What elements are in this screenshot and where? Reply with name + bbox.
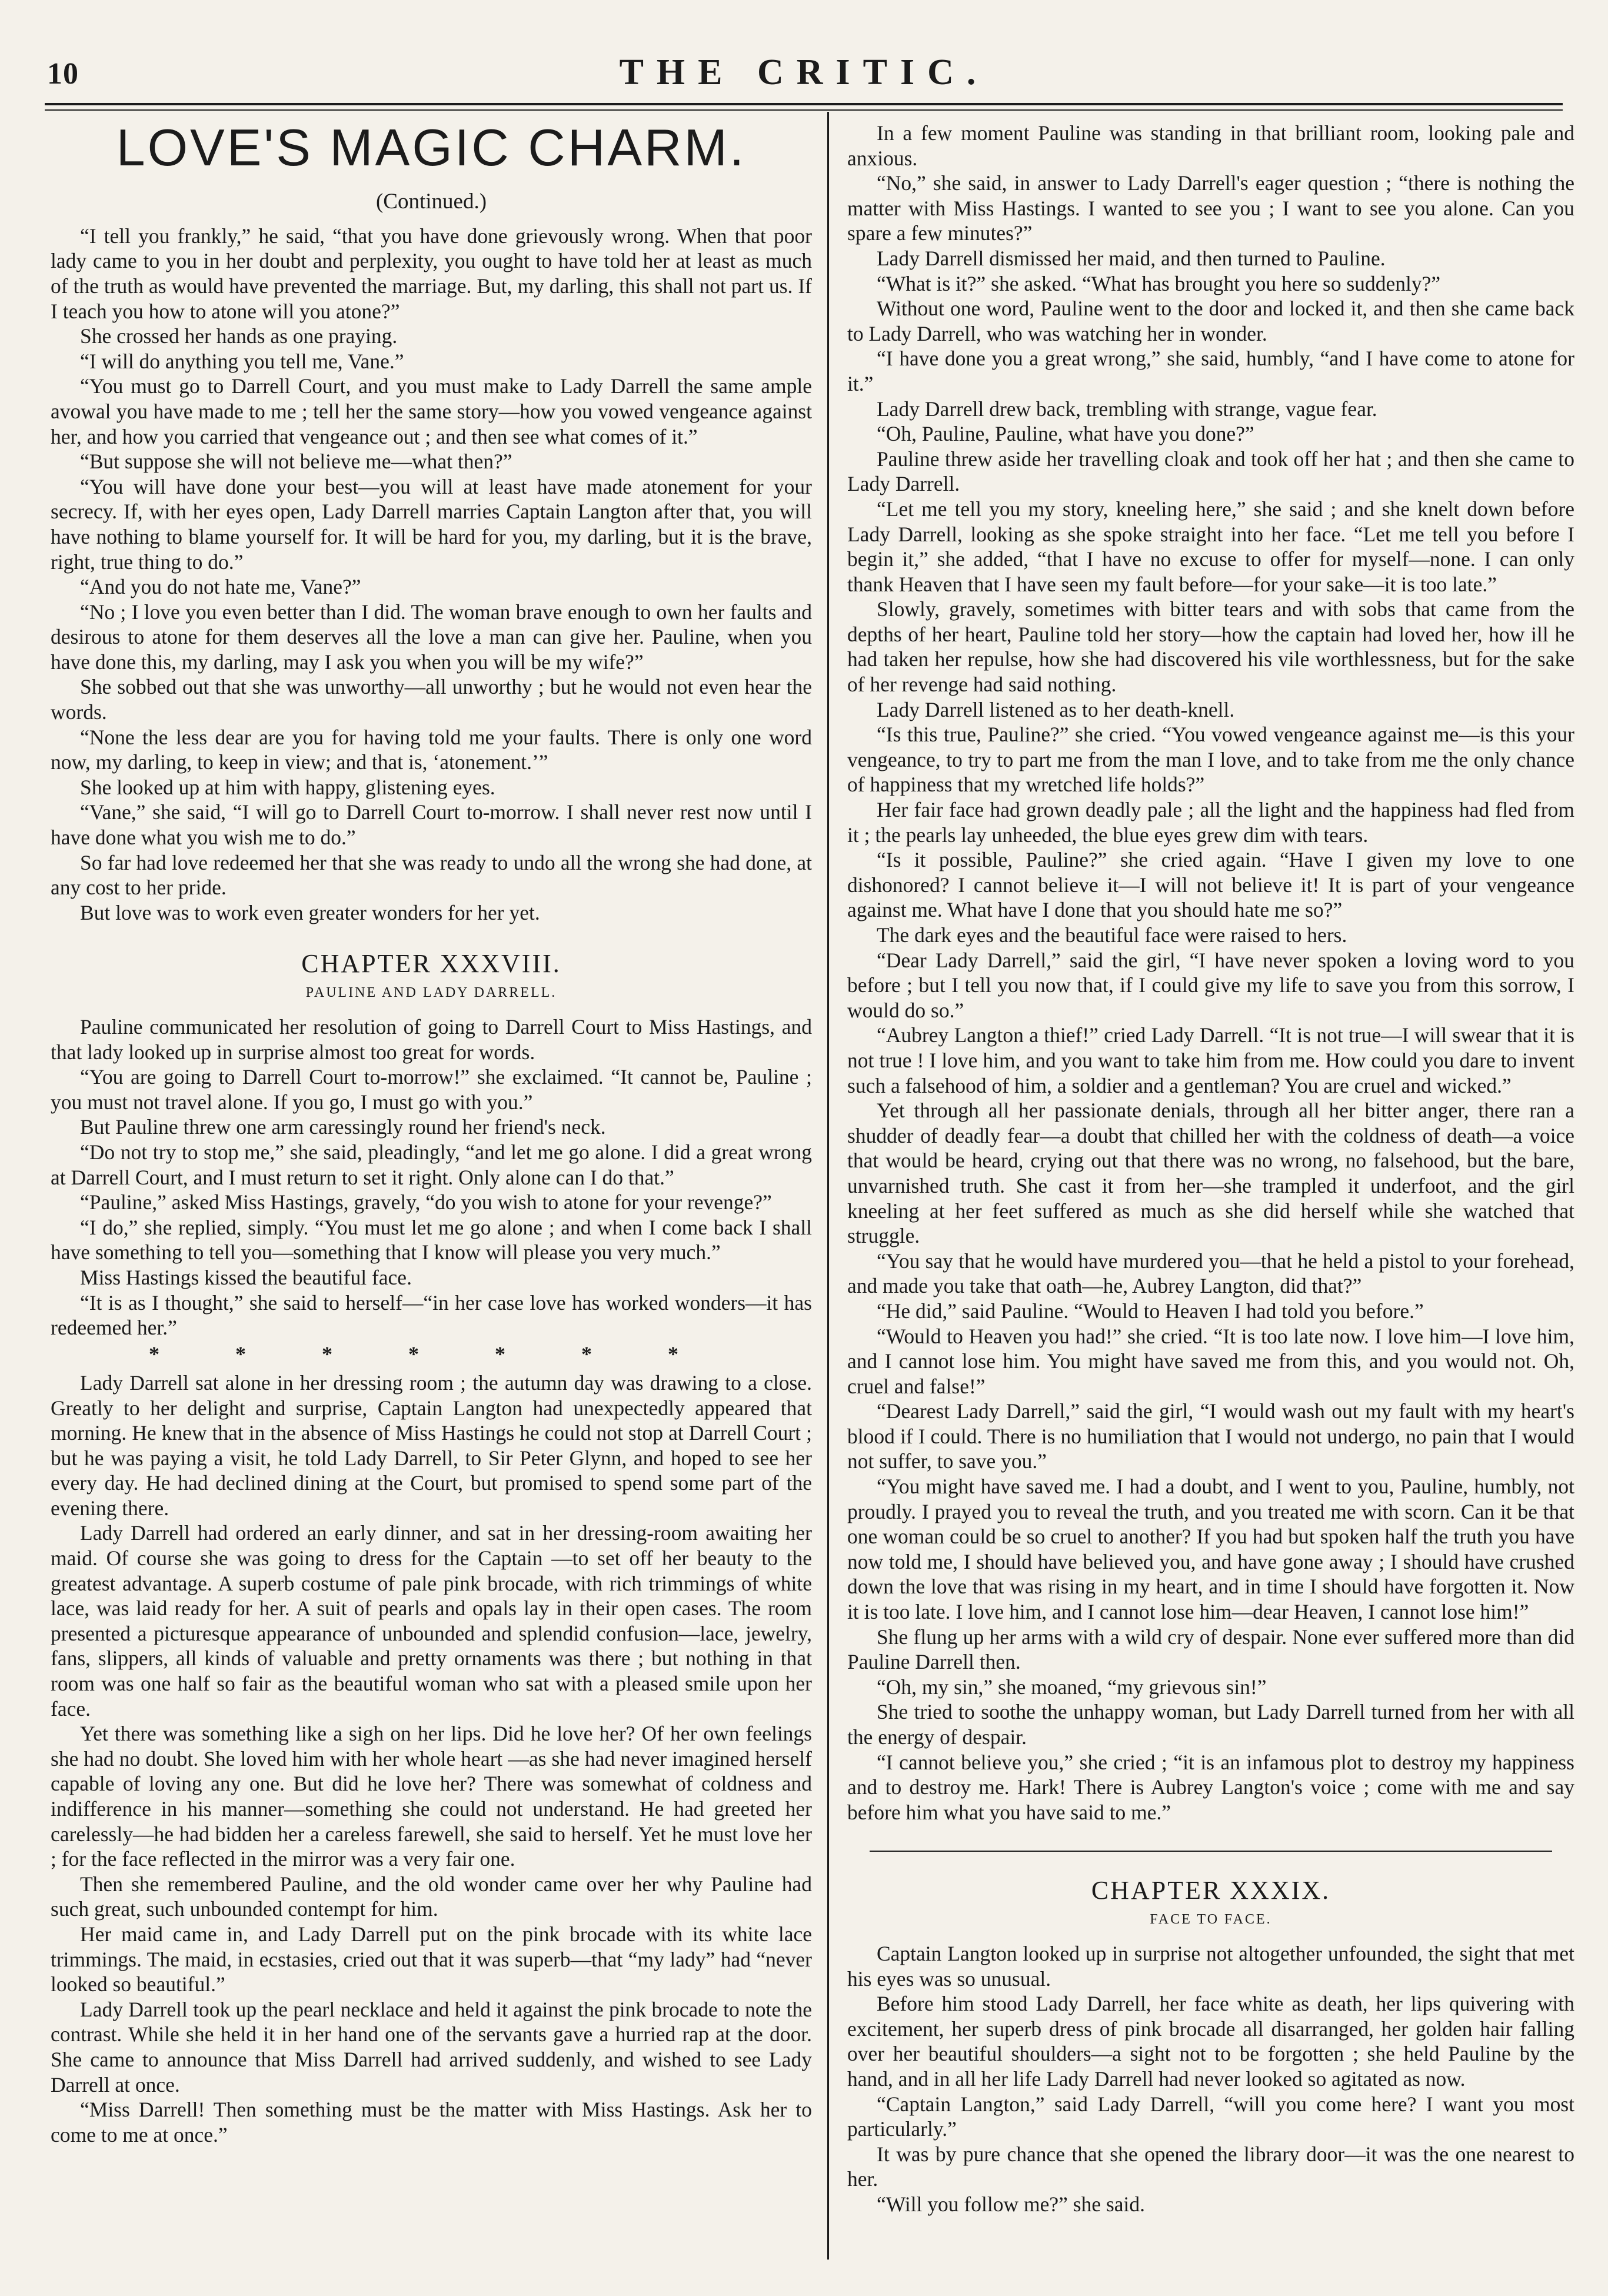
paragraph: Her maid came in, and Lady Darrell put on the pink brocade with its white lace trimmings. The maid, in ecstasies, cried out that it was superb—that “my lady” had “never looked so beautiful.” (51, 1922, 812, 1996)
paragraph: The dark eyes and the beautiful face were raised to hers. (877, 923, 1347, 947)
paragraph: “Oh, Pauline, Pauline, what have you done?” (877, 422, 1254, 446)
section-break-asterisks: * * * * * * * (149, 1342, 714, 1366)
paragraph: Miss Hastings kissed the beautiful face. (80, 1265, 412, 1289)
paragraph: “Dearest Lady Darrell,” said the girl, “I would wash out my fault with my heart's blood if I could. There is no humiliation that I would not undergo, no pain that I would not suffer, to save you.” (847, 1399, 1574, 1473)
column-divider (827, 112, 829, 2260)
paragraph: But love was to work even greater wonders for her yet. (80, 900, 540, 924)
paragraph: “You will have done your best—you will at least have made atonement for your secrecy. If, with her eyes open, Lady Darrell marries Captain Langton after that, you will have nothing to blame yourself for. It will be hard for you, my darling, but it is the brave, right, true thing to do.” (51, 474, 812, 574)
paragraph: It was by pure chance that she opened the library door—it was the one nearest to her. (847, 2142, 1574, 2191)
paragraph: “Captain Langton,” said Lady Darrell, “will you come here? I want you most particularly.” (847, 2092, 1574, 2141)
paragraph: “You are going to Darrell Court to-morrow!” she exclaimed. “It cannot be, Pauline ; you must not travel alone. If you go, I must go with you.” (51, 1065, 812, 1114)
story-title: LOVE'S MAGIC CHARM. (116, 121, 747, 177)
paragraph: So far had love redeemed her that she was ready to undo all the wrong she had done, at any cost to her pride. (51, 850, 812, 900)
right-column (847, 121, 1574, 2262)
paragraph: Slowly, gravely, sometimes with bitter tears and with sobs that came from the depths of her heart, Pauline told her story—how the captain had loved her, how ill he had taken her repulse, how she had discovered his vile worthlessness, but for the sake of her revenge had said nothing. (847, 597, 1574, 697)
paragraph: “What is it?” she asked. “What has brought you here so suddenly?” (877, 271, 1441, 295)
paragraph: She sobbed out that she was unworthy—all unworthy ; but he would not even hear the words. (51, 675, 812, 724)
story-intro (51, 224, 812, 926)
paragraph: Pauline communicated her resolution of going to Darrell Court to Miss Hastings, and that lady looked up in surprise almost too great for words. (51, 1015, 812, 1064)
paragraph: Pauline threw aside her travelling cloak and took off her hat ; and then she came to Lady Darrell. (847, 447, 1574, 496)
chapter-39-heading: CHAPTER XXXIX. (1091, 1876, 1331, 1905)
masthead-title: THE CRITIC. (619, 52, 989, 92)
paragraph: “Is it possible, Pauline?” she cried again. “Have I given my love to one dishonored? I cannot believe it—I will not believe it! It is part of your vengeance against me. What have I done that you should hate me so?” (847, 848, 1574, 922)
paragraph: “I will do anything you tell me, Vane.” (80, 349, 404, 373)
paragraph: Then she remembered Pauline, and the old wonder came over her why Pauline had such great, such unbounded contempt for him. (51, 1872, 812, 1921)
paragraph: She crossed her hands as one praying. (80, 324, 398, 348)
paragraph: “I have done you a great wrong,” she said, humbly, “and I have come to atone for it.” (847, 347, 1574, 395)
paragraph: “I cannot believe you,” she cried ; “it is an infamous plot to destroy my happiness and to destroy me. Hark! There is Aubrey Langton's voice ; come with me and say before him what you have said to me.” (847, 1750, 1574, 1824)
paragraph: “Dear Lady Darrell,” said the girl, “I have never spoken a loving word to you before ; but I tell you now that, if I could give my life to save you from this sorrow, I would do so.” (847, 948, 1574, 1022)
paragraph: “None the less dear are you for having told me your faults. There is only one word now, my darling, to keep in view; and that is, ‘atonement.’” (51, 725, 812, 774)
paragraph: Her fair face had grown deadly pale ; all the light and the happiness had fled from it ; the pearls lay unheeded, the blue eyes grew dim with tears. (847, 798, 1574, 847)
paragraph: She tried to soothe the unhappy woman, but Lady Darrell turned from her with all the energy of despair. (847, 1700, 1574, 1749)
paragraph: “Let me tell you my story, kneeling here,” she said ; and she knelt down before Lady Darrell, looking as she spoke straight into her face. “Let me tell you before I begin it,” she added, “that I have no excuse to offer for myself—none. I can only thank Heaven that I have seen my fault before—for your sake—it is too late.” (847, 497, 1574, 596)
paragraph: Lady Darrell listened as to her death-knell. (877, 697, 1235, 721)
paragraph: “Aubrey Langton a thief!” cried Lady Darrell. “It is not true—I will swear that it is not true ! I love him, and you want to take him from me. How could you dare to invent such a falsehood of him, a soldier and a gentleman? You are cruel and wicked.” (847, 1023, 1574, 1097)
paragraph: “Vane,” she said, “I will go to Darrell Court to-morrow. I shall never rest now until I have done what you wish me to do.” (51, 800, 812, 850)
paragraph: “No,” she said, in answer to Lady Darrell's eager question ; “there is nothing the matter with Miss Hastings. I wanted to see you ; I want to see you alone. Can you spare a few minutes?” (847, 171, 1574, 245)
paragraph: She flung up her arms with a wild cry of despair. None ever suffered more than did Pauline Darrell then. (847, 1625, 1574, 1674)
paragraph: Lady Darrell dismissed her maid, and then turned to Pauline. (877, 246, 1386, 270)
chapter-separator-rule (870, 1851, 1552, 1852)
paragraph: Before him stood Lady Darrell, her face white as death, her lips quivering with excitement, her superb dress of pink brocade all disarranged, her golden hair falling over her beautiful shoulders—a sight not to be forgotten ; she held Pauline by the hand, and in all her life Lady Darrell had never looked so agitated as now. (847, 1992, 1574, 2091)
header-rule (45, 103, 1563, 111)
paragraph: “Would to Heaven you had!” she cried. “It is too late now. I love him—I love him, and I cannot lose him. You might have saved me from this, and you would not. Oh, cruel and false!” (847, 1324, 1574, 1398)
paragraph: “Do not try to stop me,” she said, pleadingly, “and let me go alone. I did a great wrong at Darrell Court, and I must return to set it right. Only alone can I do that.” (51, 1140, 812, 1189)
paragraph: She looked up at him with happy, glistening eyes. (80, 775, 495, 799)
paragraph: “But suppose she will not believe me—what then?” (80, 450, 512, 474)
paragraph: Lady Darrell had ordered an early dinner, and sat in her dressing-room awaiting her maid. Of course she was going to dress for the Captain —to set off her beauty to the greatest advantage. A superb costume of pale pink brocade, with rich trimmings of white lace, was laid ready for her. A suit of pearls and opals lay in their open cases. The room presented a picturesque appearance of unbounded and splendid confusion—lace, jewelry, fans, slippers, all kinds of valuable and pretty ornaments was there ; but nothing in that room was one half so fair as the beautiful woman who sat with a pleased smile upon her face. (51, 1521, 812, 1721)
paragraph: “Is this true, Pauline?” she cried. “You vowed vengeance against me—is this your vengeance, to try to part me from the man I love, and to take from me the only chance of happiness that my wretched life holds?” (847, 723, 1574, 797)
chapter-39-subheading: FACE TO FACE. (1150, 1912, 1272, 1928)
paragraph: Lady Darrell sat alone in her dressing room ; the autumn day was drawing to a close. Greatly to her delight and surprise, Captain Langton had unexpectedly appeared that morning. He knew that in the absence of Miss Hastings he could not stop at Darrell Court ; but he was paying a visit, he told Lady Darrell, to Sir Peter Glynn, and hoped to see her every day. He had declined dining at the Court, but promised to spend some part of the evening there. (51, 1370, 812, 1520)
paragraph: “Oh, my sin,” she moaned, “my grievous sin!” (877, 1675, 1267, 1699)
paragraph: But Pauline threw one arm caressingly round her friend's neck. (80, 1115, 606, 1139)
paragraph: “You say that he would have murdered you—that he held a pistol to your forehead, and made you take that oath—he, Aubrey Langton, did that?” (847, 1249, 1574, 1298)
chapter-38-body-part-1 (51, 1014, 812, 1340)
paragraph: “You might have saved me. I had a doubt, and I went to you, Pauline, humbly, not proudly. I prayed you to reveal the truth, and you treated me with scorn. Can it be that one woman could be so cruel to another? If you had but spoken half the truth you have now told me, I should have believed you, and have gone away ; I should have crushed down the love that was rising in my heart, and in time I should have forgotten it. Now it is too late. I love him, and I cannot lose him—dear Heaven, I cannot lose him!” (847, 1475, 1574, 1624)
paragraph: Lady Darrell took up the pearl necklace and held it against the pink brocade to note the contrast. While she held it in her hand one of the servants gave a hurried rap at the door. She came to announce that Miss Darrell had arrived suddenly, and wished to see Lady Darrell at once. (51, 1997, 812, 2097)
paragraph: “I tell you frankly,” he said, “that you have done grievously wrong. When that poor lady came to you in her doubt and perplexity, you ought to have told her at least as much of the truth as would have prevented the marriage. But, my darling, this shall not part us. If I teach you how to atone will you atone?” (51, 224, 812, 323)
chapter-39-body (847, 1941, 1574, 2217)
paragraph: Yet through all her passionate denials, through all her bitter anger, there ran a shudder of deadly fear—a doubt that chilled her with the coldness of death—a voice that would be heard, crying out that there was no wrong, no falsehood, but the bare, unvarnished truth. She cast it from her—she trampled it underfoot, and the girl kneeling at her feet suffered as much as she did herself while she watched that struggle. (847, 1099, 1574, 1248)
paragraph: In a few moment Pauline was standing in that brilliant room, looking pale and anxious. (847, 121, 1574, 170)
paragraph: “No ; I love you even better than I did. The woman brave enough to own her faults and desirous to atone for them deserves all the love a man can give her. Pauline, when you have done this, my darling, may I ask you when you will be my wife?” (51, 600, 812, 674)
chapter-38-heading: CHAPTER XXXVIII. (301, 949, 561, 979)
page-number: 10 (47, 57, 79, 91)
paragraph: “Pauline,” asked Miss Hastings, gravely, “do you wish to atone for your revenge?” (80, 1190, 772, 1214)
paragraph: “And you do not hate me, Vane?” (80, 575, 361, 599)
paragraph: “He did,” said Pauline. “Would to Heaven I had told you before.” (877, 1299, 1424, 1323)
paragraph: Lady Darrell drew back, trembling with strange, vague fear. (877, 397, 1377, 421)
chapter-38-subheading: PAULINE AND LADY DARRELL. (305, 985, 557, 1001)
paragraph: “Will you follow me?” she said. (877, 2192, 1146, 2216)
chapter-38-body-part-2 (51, 1370, 812, 2147)
paragraph: “It is as I thought,” she said to herself—“in her case love has worked wonders—it has redeemed her.” (51, 1290, 812, 1340)
paragraph: “I do,” she replied, simply. “You must let me go alone ; and when I come back I shall have something to tell you—something that I know will please you very much.” (51, 1215, 812, 1265)
left-column (51, 121, 812, 2262)
chapter-38-continued-body (847, 121, 1574, 1825)
paragraph: “You must go to Darrell Court, and you must make to Lady Darrell the same ample avowal you have made to me ; tell her the same story—how you vowed vengeance against her, and how you carried that vengeance out ; and then see what comes of it.” (51, 374, 812, 448)
paragraph: Without one word, Pauline went to the door and locked it, and then she came back to Lady Darrell, who was watching her in wonder. (847, 297, 1574, 345)
paragraph: Captain Langton looked up in surprise not altogether unfounded, the sight that met his eyes was so unusual. (847, 1941, 1574, 1991)
paragraph: “Miss Darrell! Then something must be the matter with Miss Hastings. Ask her to come to me at once.” (51, 2098, 812, 2147)
paragraph: Yet there was something like a sigh on her lips. Did he love her? Of her own feelings she had no doubt. She loved him with her whole heart —as she had never imagined herself capable of loving any one. But did he love her? There was somewhat of coldness and indifference in his manner—something she could not understand. He had greeted her carelessly—he had bidden her a careless farewell, she said to herself. Yet he must love her ; for the face reflected in the mirror was a very fair one. (51, 1722, 812, 1871)
continued-note: (Continued.) (375, 189, 487, 214)
